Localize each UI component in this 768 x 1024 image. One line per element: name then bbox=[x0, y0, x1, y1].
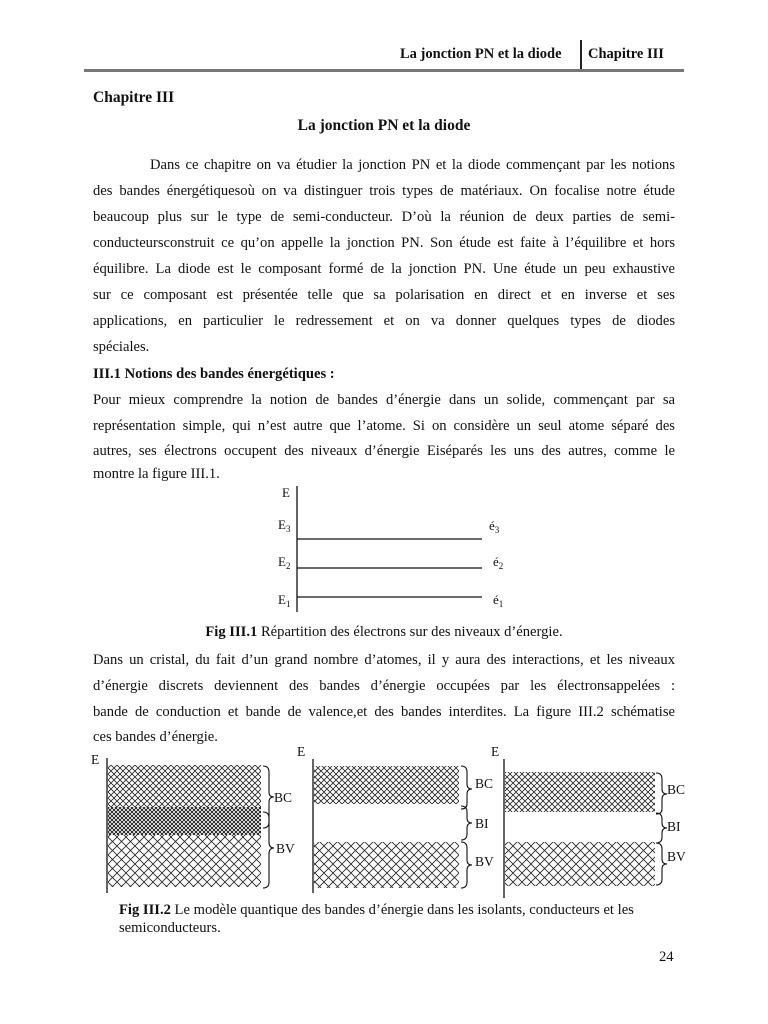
panel2-bv-label: BV bbox=[475, 854, 494, 869]
panel2-axis-label: E bbox=[297, 744, 306, 759]
panel1-bc-band bbox=[108, 765, 261, 807]
fig1-caption-label: Fig III.1 bbox=[205, 624, 258, 640]
fig1-caption-text: Répartition des électrons sur des niveaux d’énergie. bbox=[257, 624, 563, 640]
page-title: La jonction PN et la diode bbox=[297, 117, 471, 134]
fig2-caption-text-2: semiconducteurs. bbox=[119, 920, 221, 936]
intro-line: spéciales. bbox=[93, 339, 150, 355]
level-3-label: $E_3$ bbox=[278, 517, 291, 534]
panel2-bi-brace bbox=[461, 806, 472, 840]
electron-1-label: $é_1$ bbox=[493, 592, 504, 609]
section-line: montre la figure III.1. bbox=[93, 466, 220, 482]
panel1-bv-label: BV bbox=[276, 841, 295, 856]
level-2-label: $E_2$ bbox=[278, 554, 291, 571]
electron-3-label: $é_3$ bbox=[489, 518, 500, 535]
panel3-bc-band bbox=[505, 772, 655, 812]
panel3-bc-label: BC bbox=[667, 782, 686, 797]
fig2-caption-text: Le modèle quantique des bandes d’énergie dans les isolants, conducteurs et les bbox=[170, 902, 634, 918]
fig2-caption-label: Fig III.2 bbox=[119, 902, 171, 918]
electron-2-label: $é_2$ bbox=[493, 554, 504, 571]
panel2-bc-brace bbox=[461, 766, 472, 809]
section-line: Pour mieux comprendre la notion de bandes d’énergie dans un solide, commençant par sa bbox=[93, 392, 675, 408]
panel3-bi-label: BI bbox=[667, 819, 681, 834]
crystal-line: d’énergie discrets deviennent des bandes d’énergie occupées par les électronsappelées : bbox=[93, 678, 675, 694]
crystal-line: ces bandes d’énergie. bbox=[93, 729, 218, 745]
panel2-bv-brace bbox=[461, 842, 472, 888]
fig1-axis-label: E bbox=[282, 485, 290, 500]
panel2-bv-band bbox=[314, 842, 459, 888]
panel1-bv-band bbox=[108, 835, 261, 887]
intro-line: sur ce composant est présentée telle que sa polarisation en direct et en inverse et ses bbox=[93, 287, 675, 303]
panel1-bc-label: BC bbox=[274, 790, 293, 805]
intro-line: Dans ce chapitre on va étudier la jonction PN et la diode commençant par les notions bbox=[150, 157, 675, 173]
chapter-label: Chapitre III bbox=[93, 89, 175, 106]
intro-line: beaucoup plus sur le type de semi-conducteur. D’où la réunion de deux parties de semi- bbox=[93, 209, 675, 225]
section-line: autres, ses électrons occupent des niveaux d’énergie Eiséparés les uns des autres, comme le bbox=[93, 443, 675, 459]
panel3-bi-brace bbox=[656, 813, 667, 843]
fig2-caption bbox=[119, 901, 679, 937]
panel1-bv-brace bbox=[263, 812, 274, 888]
panel2-bc-band bbox=[314, 766, 459, 804]
panel1-axis-label: E bbox=[91, 752, 100, 767]
intro-line: applications, en particulier le redressement et on va donner quelques types de diodes bbox=[93, 313, 675, 329]
section-heading: III.1 Notions des bandes énergétiques : bbox=[93, 366, 335, 382]
page-number: 24 bbox=[659, 949, 674, 965]
panel3-bv-label: BV bbox=[667, 849, 686, 864]
panel2-bi-label: BI bbox=[475, 816, 489, 831]
panel1-overlap-band bbox=[108, 807, 261, 835]
intro-line: conducteursconstruit ce qu’on appelle la jonction PN. Son étude est faite à l’équilibre et hors bbox=[93, 235, 675, 251]
running-header-title: La jonction PN et la diode bbox=[400, 46, 562, 62]
panel3-axis-label: E bbox=[491, 744, 500, 759]
crystal-line: bande de conduction et bande de valence,et des bandes interdites. La figure III.2 schématise bbox=[93, 704, 675, 720]
panel3-bv-band bbox=[505, 842, 655, 886]
panel3-bv-brace bbox=[656, 843, 667, 885]
intro-line: des bandes énergétiquesoù on va distinguer trois types de matériaux. On focalise notre étude bbox=[93, 183, 675, 199]
level-1-label: $E_1$ bbox=[278, 592, 291, 609]
section-line: représentation simple, qui n’est autre que l’atome. Si on considère un seul atome séparé des bbox=[93, 418, 675, 434]
panel2-bc-label: BC bbox=[475, 776, 494, 791]
intro-line: équilibre. La diode est le composant formé de la jonction PN. Une étude un peu exhaustive bbox=[93, 261, 675, 277]
running-header-chapter: Chapitre III bbox=[588, 46, 664, 62]
panel3-bc-brace bbox=[656, 773, 667, 814]
crystal-line: Dans un cristal, du fait d’un grand nombre d’atomes, il y aura des interactions, et les niveaux bbox=[93, 652, 675, 668]
